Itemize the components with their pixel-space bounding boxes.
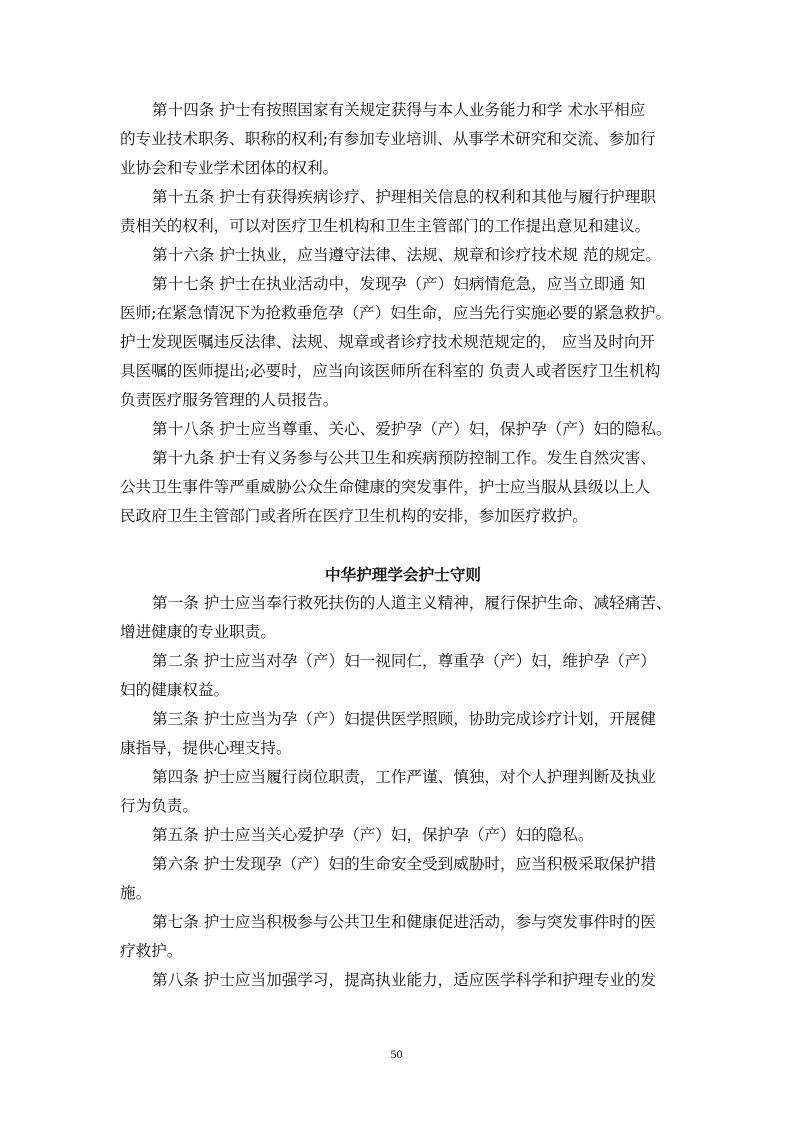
paragraph-line: 施。 xyxy=(120,884,152,902)
paragraph-line: 第七条 护士应当积极参与公共卫生和健康促进活动，参与突发事件时的医 xyxy=(152,913,656,931)
paragraph-line: 第十八条 护士应当尊重、关心、爱护孕（产）妇，保护孕（产）妇的隐私。 xyxy=(152,420,672,438)
paragraph-line: 第十七条 护士在执业活动中，发现孕（产）妇病情危急，应当立即通 知 xyxy=(152,275,646,293)
paragraph-line: 疗救护。 xyxy=(120,942,183,960)
paragraph-line: 第二条 护士应当对孕（产）妇一视同仁，尊重孕（产）妇，维护孕（产） xyxy=(152,652,656,670)
paragraph-line: 行为负责。 xyxy=(120,797,198,815)
paragraph-line: 第十九条 护士有义务参与公共卫生和疾病预防控制工作。发生自然灾害、 xyxy=(152,449,656,467)
paragraph-line: 的专业技术职务、职称的权利;有参加专业培训、从事学术研究和交流、参加行 xyxy=(120,130,656,148)
paragraph-line: 第三条 护士应当为孕（产）妇提供医学照顾，协助完成诊疗计划，开展健 xyxy=(152,710,656,728)
paragraph-line: 具医嘱的医师提出;必要时，应当向该医师所在科室的 负责人或者医疗卫生机构 xyxy=(120,362,661,380)
paragraph-line: 第六条 护士发现孕（产）妇的生命安全受到威胁时，应当积极采取保护措 xyxy=(152,855,656,873)
paragraph-line: 医师;在紧急情况下为抢救垂危孕（产）妇生命，应当先行实施必要的紧急救护。 xyxy=(120,304,672,322)
paragraph-line: 第一条 护士应当奉行救死扶伤的人道主义精神，履行保护生命、减轻痛苦、 xyxy=(152,594,672,612)
paragraph-line: 增进健康的专业职责。 xyxy=(120,623,276,641)
paragraph-line: 民政府卫生主管部门或者所在医疗卫生机构的安排，参加医疗救护。 xyxy=(120,507,588,525)
section-heading: 中华护理学会护士守则 xyxy=(325,565,481,584)
paragraph-line: 护士发现医嘱违反法律、法规、规章或者诊疗技术规范规定的， 应当及时向开 xyxy=(120,333,656,351)
section-spacer xyxy=(120,531,682,560)
paragraph-line: 第十五条 护士有获得疾病诊疗、护理相关信息的权利和其他与履行护理职 xyxy=(152,188,656,206)
document-body xyxy=(120,96,682,995)
paragraph-line: 康指导，提供心理支持。 xyxy=(120,739,292,757)
paragraph-line: 第十六条 护士执业，应当遵守法律、法规、规章和诊疗技术规 范的规定。 xyxy=(152,246,661,264)
paragraph-line: 第五条 护士应当关心爱护孕（产）妇，保护孕（产）妇的隐私。 xyxy=(152,826,594,844)
paragraph-line: 公共卫生事件等严重威胁公众生命健康的突发事件，护士应当服从县级以上人 xyxy=(120,478,651,496)
page-number: 50 xyxy=(390,1047,403,1061)
paragraph-line: 业协会和专业学术团体的权利。 xyxy=(120,159,339,177)
paragraph-line: 负责医疗服务管理的人员报告。 xyxy=(120,391,339,409)
paragraph-line: 责相关的权利，可以对医疗卫生机构和卫生主管部门的工作提出意见和建议。 xyxy=(120,217,651,235)
paragraph-line: 第八条 护士应当加强学习，提高执业能力，适应医学科学和护理专业的发 xyxy=(152,971,656,989)
paragraph-line: 妇的健康权益。 xyxy=(120,681,230,699)
paragraph-line: 第十四条 护士有按照国家有关规定获得与本人业务能力和学 术水平相应 xyxy=(152,101,646,119)
paragraph-line: 第四条 护士应当履行岗位职责，工作严谨、慎独，对个人护理判断及执业 xyxy=(152,768,656,786)
